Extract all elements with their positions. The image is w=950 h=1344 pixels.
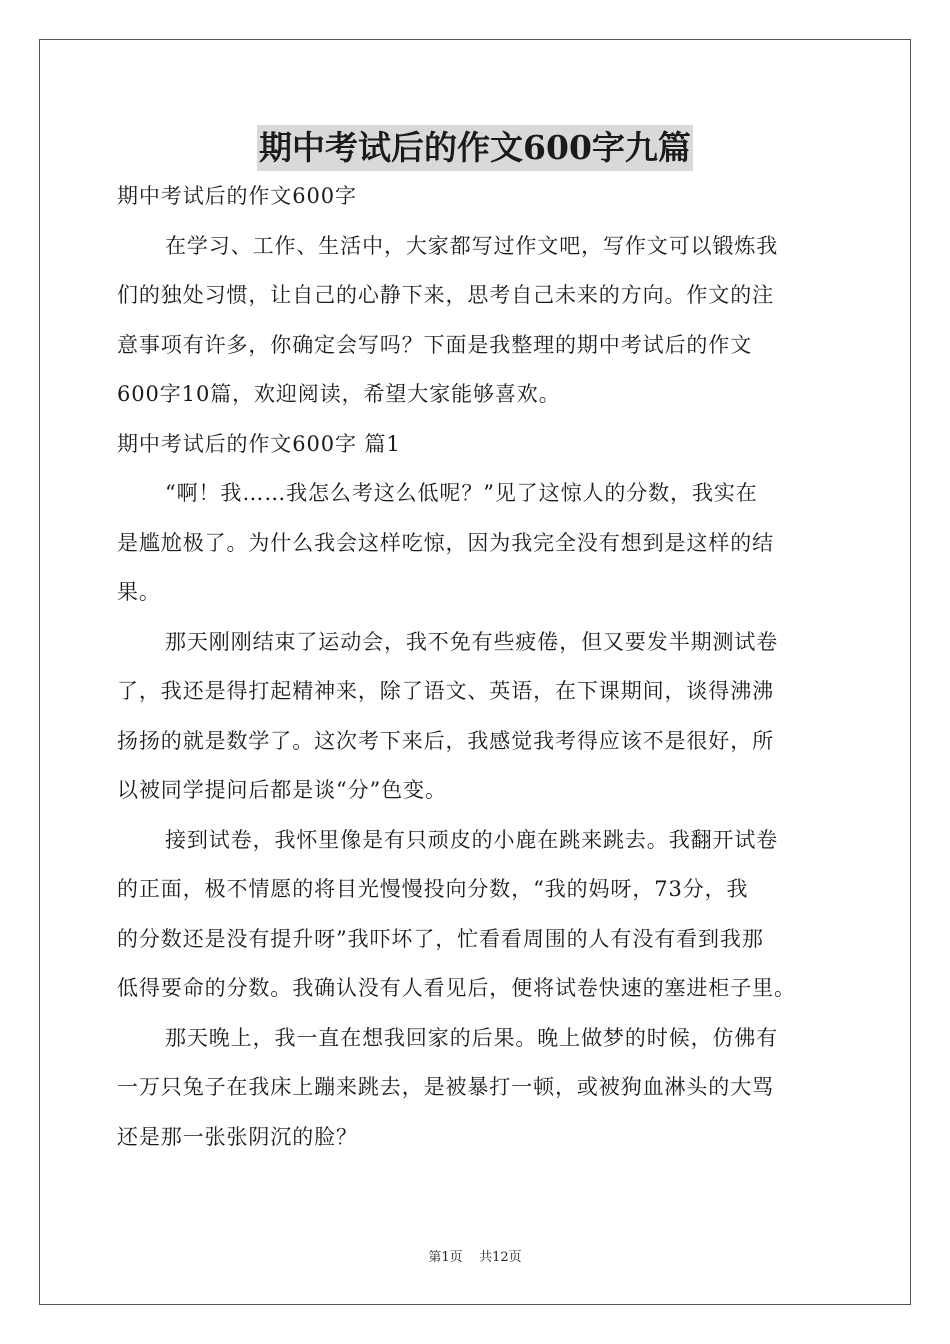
- document-title: 期中考试后的作文600字九篇: [257, 125, 693, 171]
- text-line: 果。: [117, 580, 161, 604]
- text-line: 还是那一张张阴沉的脸？: [117, 1124, 358, 1149]
- section-heading: 期中考试后的作文600字 篇1: [117, 431, 401, 456]
- page-number: 第1页 共12页: [428, 1250, 522, 1265]
- text-line: 意事项有许多，你确定会写吗？下面是我整理的期中考试后的作文: [117, 332, 753, 357]
- text-line: 的分数还是没有提升呀”我吓坏了，忙看看周围的人有没有看到我那: [117, 926, 764, 951]
- subtitle-line: 期中考试后的作文600字: [117, 184, 357, 208]
- text-line: 那天晚上，我一直在想我回家的后果。晚上做梦的时候，仿佛有: [165, 1025, 779, 1050]
- text-line: 那天刚刚结束了运动会，我不免有些疲倦，但又要发半期测试卷: [165, 629, 779, 654]
- text-line: 以被同学提问后都是谈“分”色变。: [117, 778, 447, 802]
- text-line: 低得要命的分数。我确认没有人看见后，便将试卷快速的塞进柜子里。: [117, 976, 796, 1000]
- text-line: 接到试卷，我怀里像是有只顽皮的小鹿在跳来跳去。我翻开试卷: [165, 827, 779, 852]
- text-line: 一万只兔子在我床上蹦来跳去，是被暴打一顿，或被狗血淋头的大骂: [117, 1075, 774, 1099]
- text-line: 的正面，极不情愿的将目光慢慢投向分数，“我的妈呀，73分，我: [117, 877, 749, 901]
- text-line: 了，我还是得打起精神来，除了语文、英语，在下课期间，谈得沸沸: [117, 679, 774, 703]
- text-line: 600字10篇，欢迎阅读，希望大家能够喜欢。: [117, 382, 561, 406]
- title-container: [0, 125, 950, 171]
- text-line: 在学习、工作、生活中，大家都写过作文吧，写作文可以锻炼我: [165, 233, 779, 258]
- text-line: 扬扬的就是数学了。这次考下来后，我感觉我考得应该不是很好，所: [117, 728, 774, 753]
- text-line: 们的独处习惯，让自己的心静下来，思考自己未来的方向。作文的注: [117, 283, 774, 307]
- page-footer: [0, 1246, 950, 1265]
- text-line: “啊！我……我怎么考这么低呢？”见了这惊人的分数，我实在: [165, 481, 758, 505]
- text-line: 是尴尬极了。为什么我会这样吃惊，因为我完全没有想到是这样的结: [117, 530, 774, 555]
- document-body: [117, 172, 833, 1162]
